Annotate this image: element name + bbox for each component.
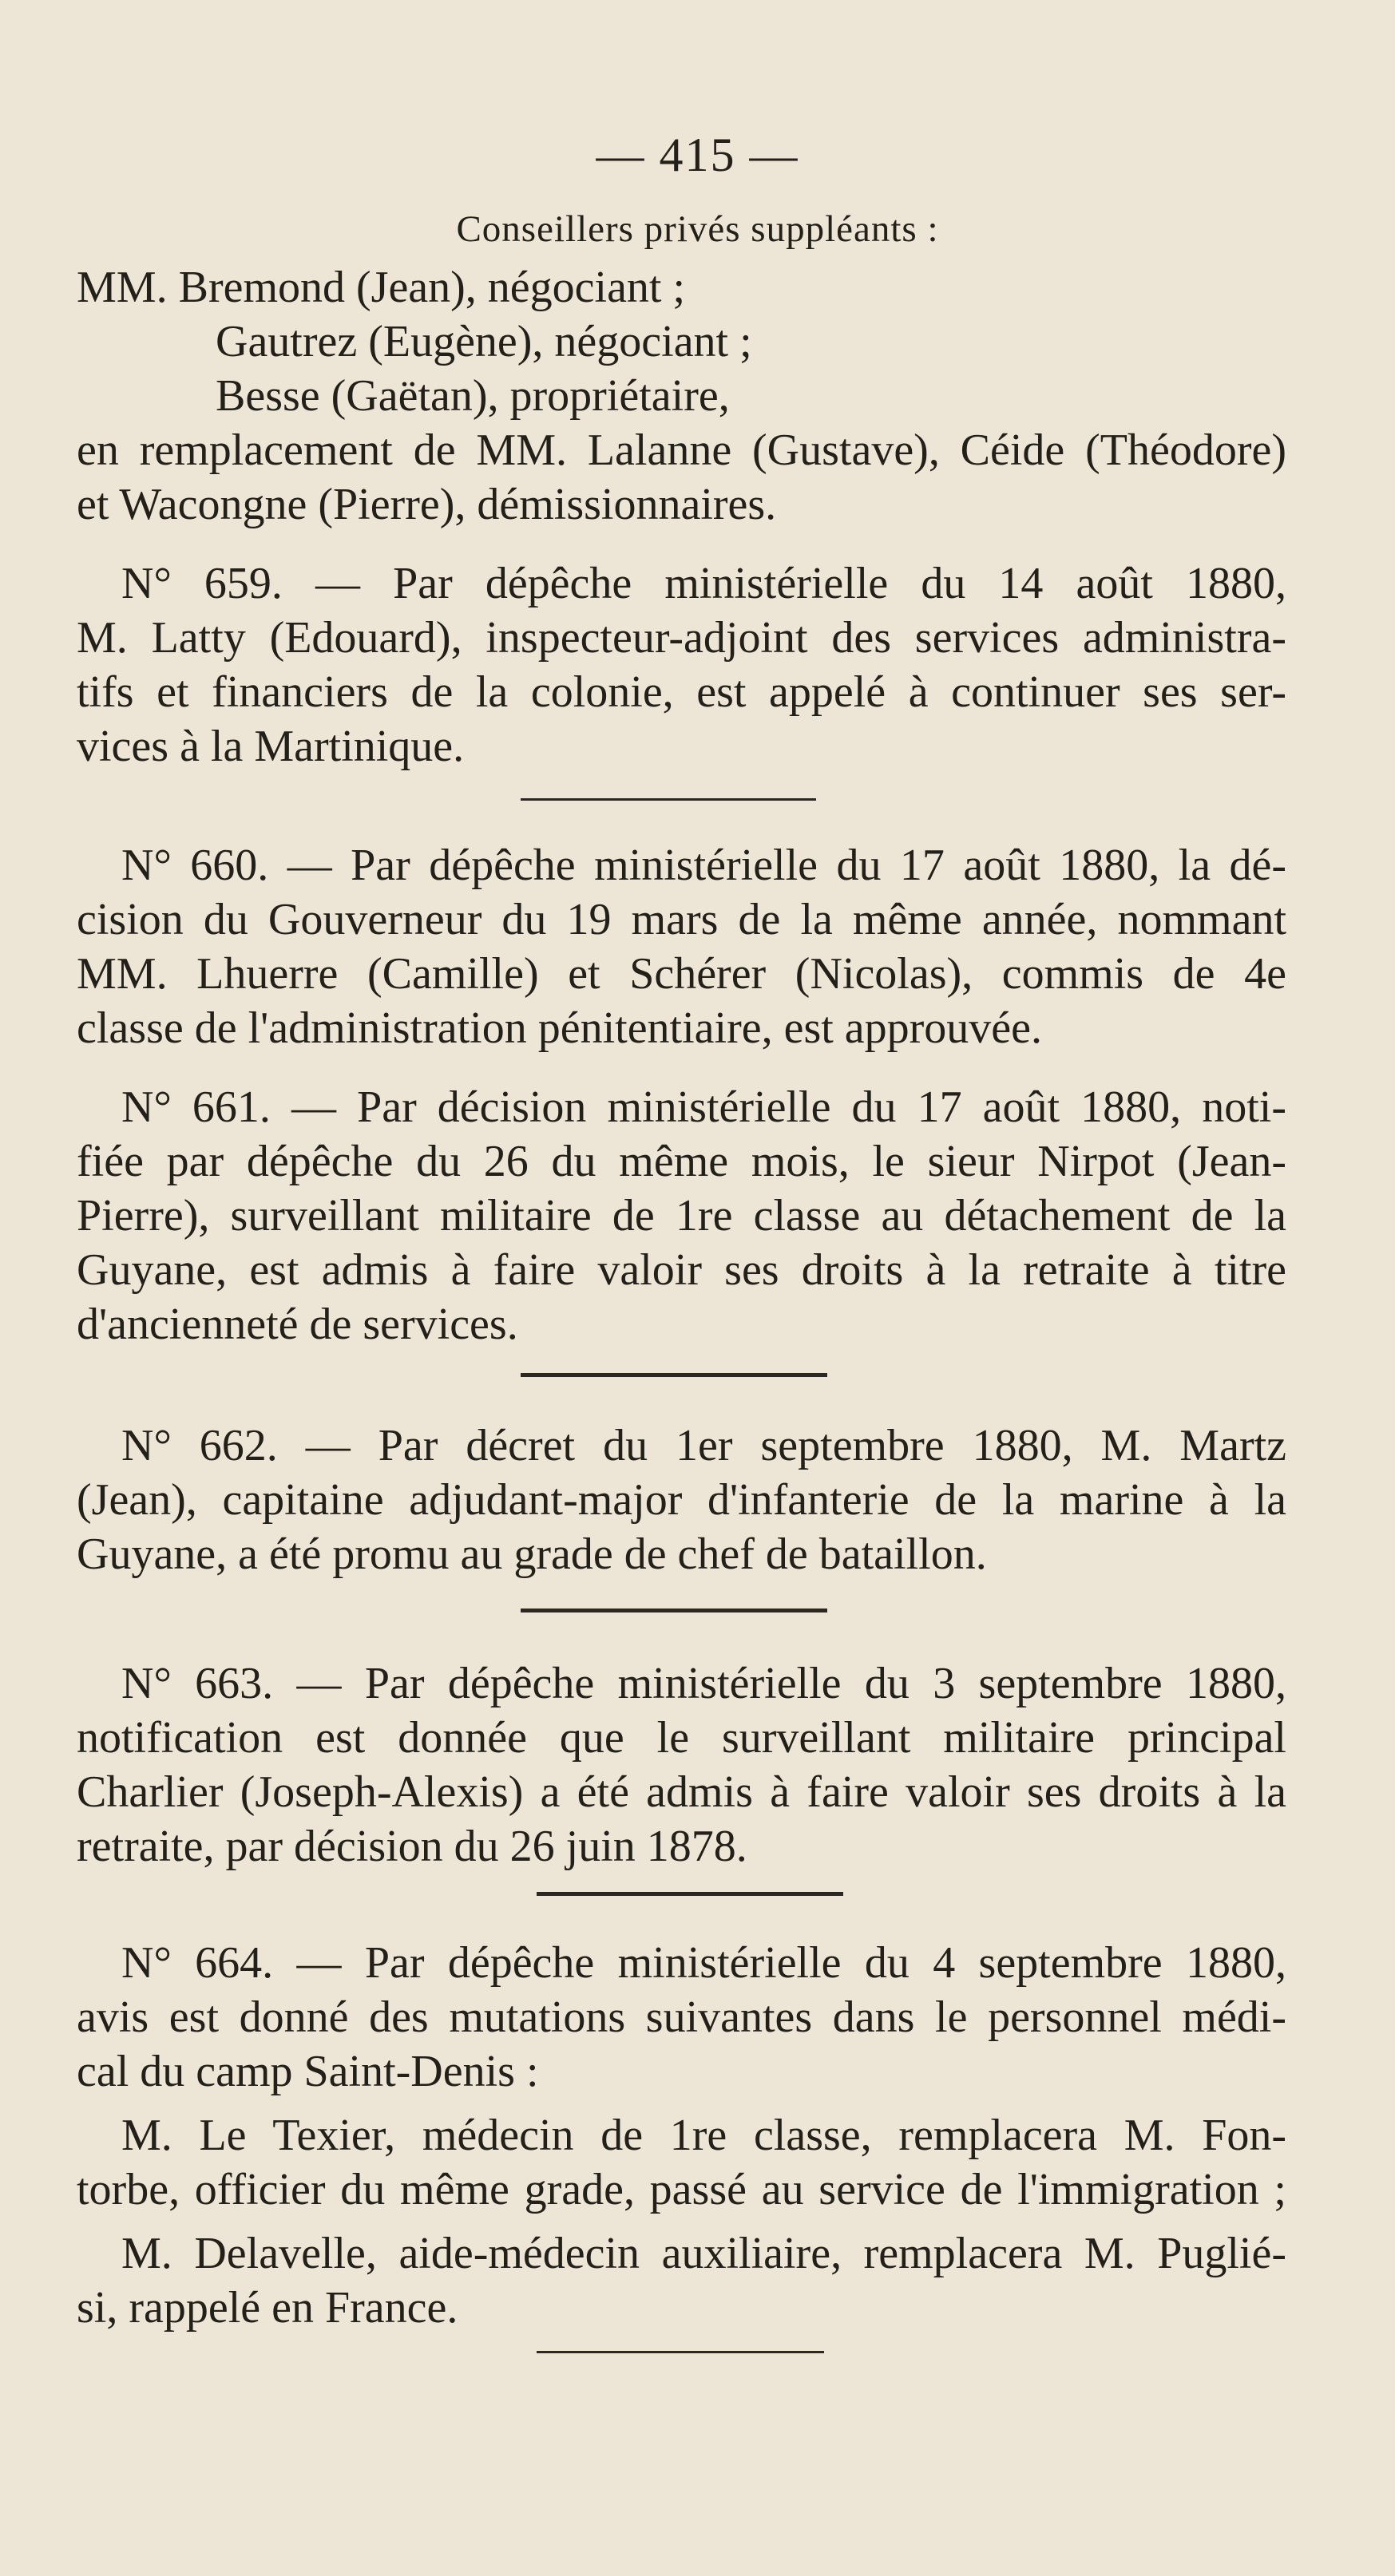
text-line: Pierre), surveillant militaire de 1re classe au détachement de la [77,1191,1286,1241]
separator-rule [521,1609,827,1612]
text-line: classe de l'administration pénitentiaire, est approuvée. [77,1003,1043,1053]
text-line: et Wacongne (Pierre), démissionnaires. [77,480,777,529]
text-line: tifs et financiers de la colonie, est appelé à continuer ses ser- [77,667,1286,717]
text-line: Guyane, est admis à faire valoir ses droits à la retraite à titre [77,1245,1286,1295]
separator-rule [521,1373,827,1377]
paragraph-first-line: N° 663. — Par dépêche ministérielle du 3 septembre 1880, [121,1659,1286,1708]
text-line: cal du camp Saint-Denis : [77,2047,539,2096]
text-line: notification est donnée que le surveillant militaire principal [77,1713,1286,1763]
text-line: Charlier (Joseph-Alexis) a été admis à faire valoir ses droits à la [77,1767,1286,1817]
text-line: Besse (Gaëtan), propriétaire, [216,371,730,421]
separator-rule [537,2351,824,2353]
paragraph-first-line: N° 659. — Par dépêche ministérielle du 14 août 1880, [121,559,1286,608]
page-number: — 415 — [596,129,799,181]
text-line: d'ancienneté de services. [77,1300,518,1349]
text-line: (Jean), capitaine adjudant-major d'infanterie de la marine à la [77,1475,1286,1525]
text-line: torbe, officier du même grade, passé au service de l'immigration ; [77,2165,1286,2214]
text-line: en remplacement de MM. Lalanne (Gustave), Céide (Théodore) [77,425,1286,475]
text-line: cision du Gouverneur du 19 mars de la même année, nommant [77,895,1286,944]
text-line: fiée par dépêche du 26 du même mois, le sieur Nirpot (Jean- [77,1137,1286,1186]
text-line: vices à la Martinique. [77,722,465,771]
text-line: MM. Lhuerre (Camille) et Schérer (Nicolas), commis de 4e [77,949,1286,999]
section-heading: Conseillers privés suppléants : [456,208,939,250]
paragraph-first-line: N° 664. — Par dépêche ministérielle du 4 septembre 1880, [121,1938,1286,1988]
text-line: avis est donné des mutations suivantes dans le personnel médi- [77,1992,1286,2042]
text-line: M. Le Texier, médecin de 1re classe, remplacera M. Fon- [121,2111,1286,2160]
separator-rule [537,1892,843,1896]
paragraph-first-line: N° 661. — Par décision ministérielle du 17 août 1880, noti- [121,1082,1286,1132]
text-line: Gautrez (Eugène), négociant ; [216,317,752,366]
text-line: Guyane, a été promu au grade de chef de bataillon. [77,1529,987,1579]
paragraph-first-line: N° 662. — Par décret du 1er septembre 1880, M. Martz [121,1421,1286,1470]
separator-rule [521,798,816,801]
text-line: MM. Bremond (Jean), négociant ; [77,263,686,312]
paragraph-first-line: N° 660. — Par dépêche ministérielle du 17 août 1880, la dé- [121,841,1286,890]
text-line: si, rappelé en France. [77,2283,458,2333]
text-line: M. Latty (Edouard), inspecteur-adjoint des services administra- [77,613,1286,663]
text-line: retraite, par décision du 26 juin 1878. [77,1822,747,1871]
text-line: M. Delavelle, aide-médecin auxiliaire, remplacera M. Puglié- [121,2229,1286,2278]
